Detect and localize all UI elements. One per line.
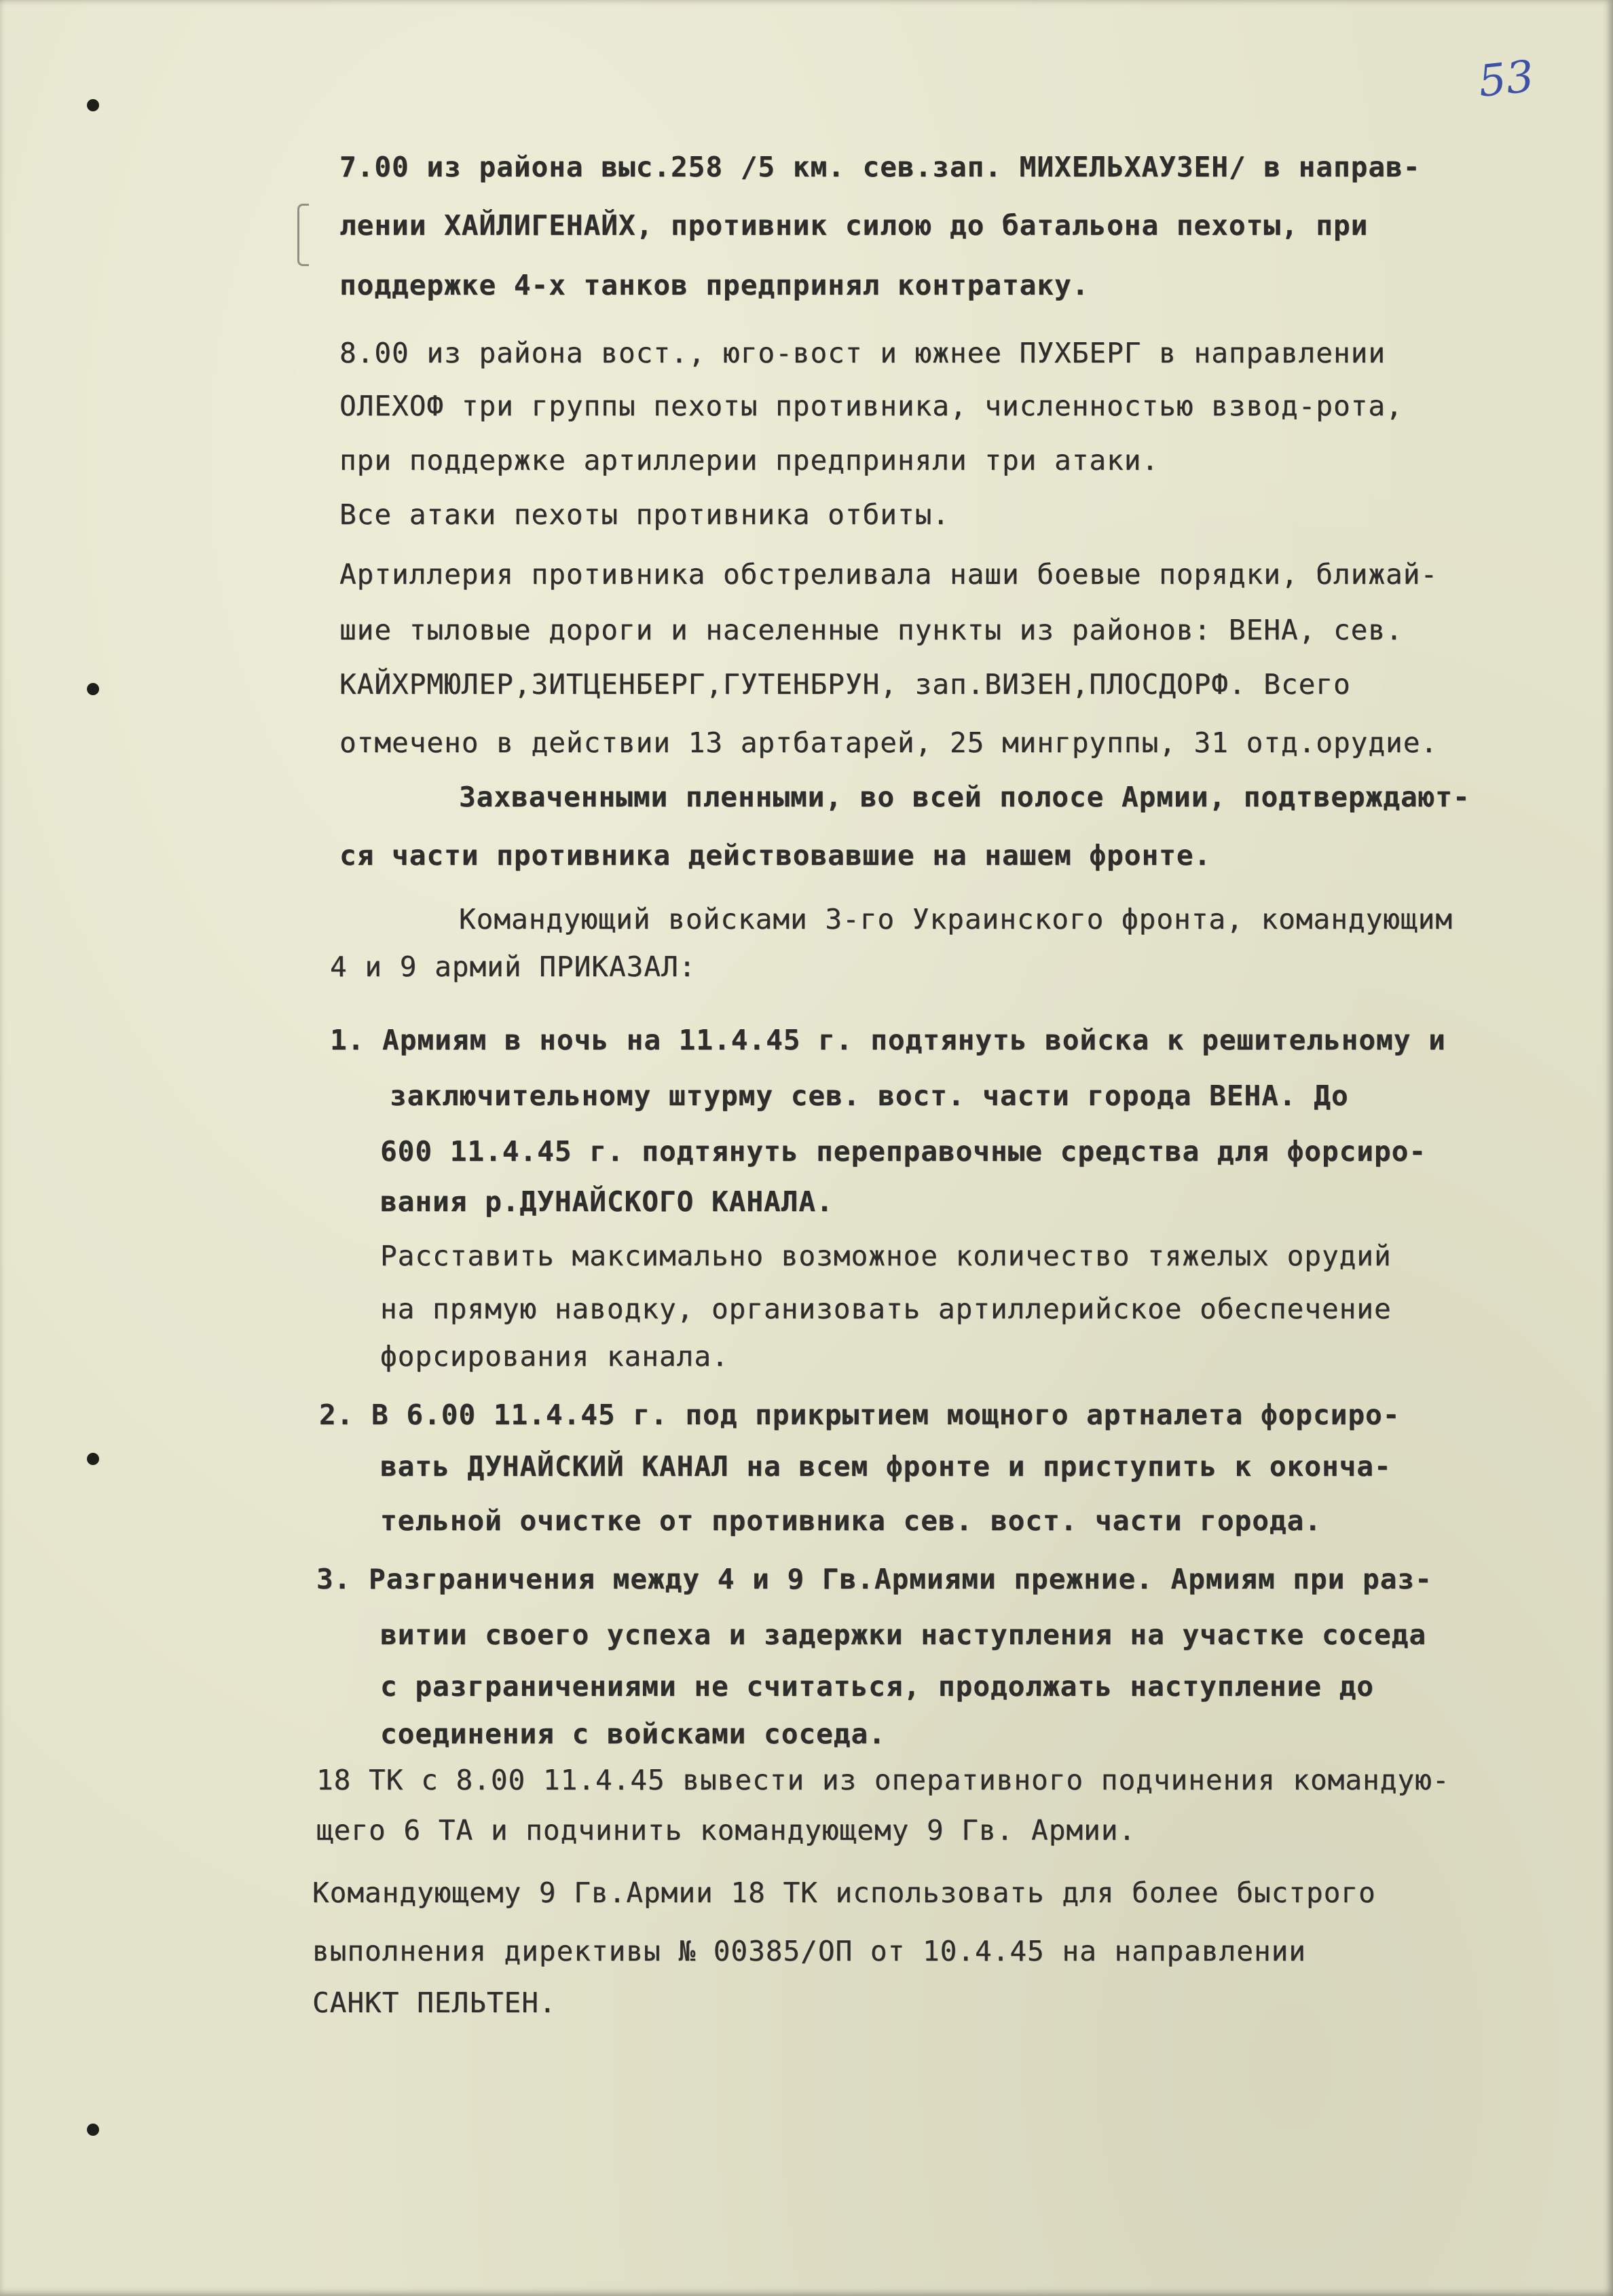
text-line: 4 и 9 армий ПРИКАЗАЛ: (330, 950, 697, 983)
text-line: шие тыловые дороги и населенные пункты из районов: ВЕНА, сев. (339, 614, 1403, 646)
text-line: с разграничениями не считаться, продолжать наступление до (380, 1670, 1374, 1703)
page-number: 53 (1476, 51, 1537, 108)
text-line: Все атаки пехоты противника отбиты. (339, 498, 950, 531)
text-line: Захваченными пленными, во всей полосе Армии, подтверждают- (459, 781, 1470, 813)
text-line: ОЛЕХОФ три группы пехоты противника, численностью взвод-рота, (339, 390, 1403, 422)
text-line: поддержке 4-х танков предпринял контратаку. (339, 269, 1090, 301)
text-line: щего 6 ТА и подчинить командующему 9 Гв. Армии. (316, 1814, 1136, 1847)
text-line: тельной очистке от противника сев. вост. части города. (380, 1504, 1322, 1537)
text-line: 7.00 из района выс.258 /5 км. сев.зап. МИХЕЛЬХАУЗЕН/ в направ- (339, 151, 1421, 183)
text-line: 8.00 из района вост., юго-вост и южнее ПУХБЕРГ в направлении (339, 337, 1386, 369)
binding-hole (87, 683, 99, 695)
text-line: 1. Армиям в ночь на 11.4.45 г. подтянуть войска к решительному и (330, 1024, 1446, 1056)
text-line: 3. Разграничения между 4 и 9 Гв.Армиями прежние. Армиям при раз- (316, 1563, 1432, 1595)
text-line: соединения с войсками соседа. (380, 1718, 886, 1750)
text-line: 2. В 6.00 11.4.45 г. под прикрытием мощного артналета форсиро- (319, 1399, 1401, 1431)
text-line: заключительному штурму сев. вост. части города ВЕНА. До (390, 1079, 1349, 1112)
text-line: Командующему 9 Гв.Армии 18 ТК использовать для более быстрого (312, 1876, 1376, 1909)
margin-bracket-mark (297, 204, 309, 266)
text-line: отмечено в действии 13 артбатарей, 25 мингруппы, 31 отд.орудие. (339, 726, 1439, 759)
text-line: лении ХАЙЛИГЕНАЙХ, противник силою до батальона пехоты, при (339, 209, 1369, 242)
text-line: витии своего успеха и задержки наступления на участке соседа (380, 1618, 1427, 1651)
text-line: форсирования канала. (380, 1340, 729, 1373)
binding-hole (87, 2124, 99, 2136)
text-line: 600 11.4.45 г. подтянуть переправочные средства для форсиро- (380, 1135, 1427, 1168)
text-line: Артиллерия противника обстреливала наши боевые порядки, ближай- (339, 558, 1439, 591)
text-line: на прямую наводку, организовать артиллерийское обеспечение (380, 1293, 1392, 1325)
text-line: КАЙХРМЮЛЕР,ЗИТЦЕНБЕРГ,ГУТЕНБРУН, зап.ВИЗЕН,ПЛОСДОРФ. Всего (339, 668, 1351, 701)
text-line: САНКТ ПЕЛЬТЕН. (312, 1986, 557, 2019)
text-line: ся части противника действовавшие на нашем фронте. (339, 839, 1212, 872)
text-line: вания р.ДУНАЙСКОГО КАНАЛА. (380, 1185, 834, 1218)
binding-hole (87, 1453, 99, 1465)
text-line: Расставить максимально возможное количество тяжелых орудий (380, 1240, 1392, 1272)
binding-hole (87, 99, 99, 111)
text-line: Командующий войсками 3-го Украинского фронта, командующим (459, 903, 1453, 936)
text-line: выполнения директивы № 00385/ОП от 10.4.45 на направлении (312, 1935, 1306, 1967)
text-line: 18 ТК с 8.00 11.4.45 вывести из оперативного подчинения командую- (316, 1764, 1450, 1796)
text-line: при поддержке артиллерии предприняли три атаки. (339, 444, 1160, 477)
text-line: вать ДУНАЙСКИЙ КАНАЛ на всем фронте и приступить к оконча- (380, 1450, 1392, 1483)
